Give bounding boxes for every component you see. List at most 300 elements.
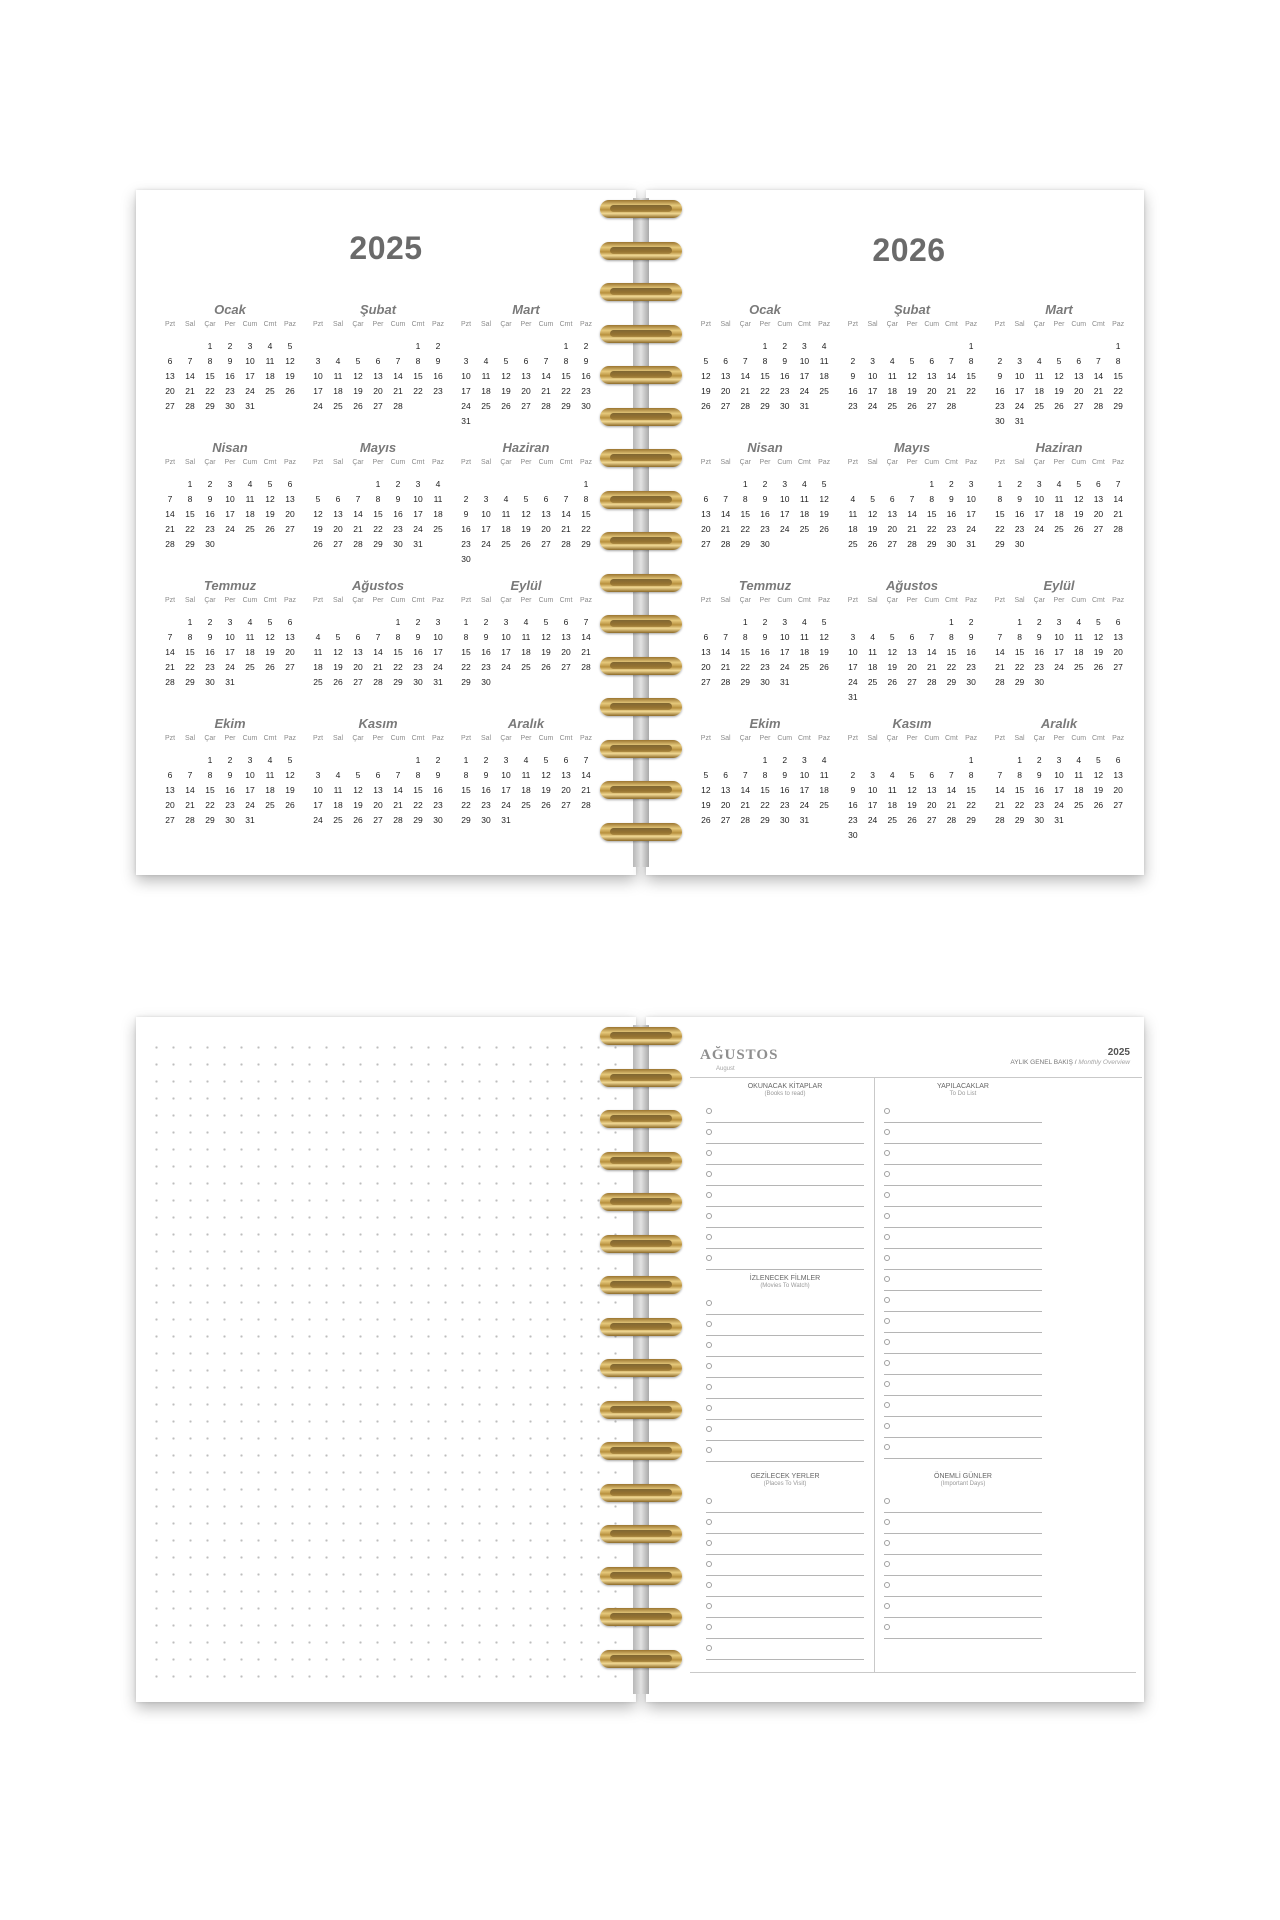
day-cell: 15 <box>205 371 215 381</box>
week-row <box>308 354 448 369</box>
week-row <box>160 492 300 507</box>
day-cell: 26 <box>1093 800 1104 810</box>
day-cell: 28 <box>581 662 591 672</box>
day-cell: 2 <box>968 617 974 627</box>
day-cell: 26 <box>907 401 917 411</box>
list-line <box>706 1228 864 1249</box>
day-cell: 23 <box>995 401 1005 411</box>
month-name: Ağustos <box>352 578 404 593</box>
day-cell: 13 <box>701 647 711 657</box>
month-calendar <box>696 440 834 578</box>
day-cell: 21 <box>995 662 1005 672</box>
week-row <box>843 783 981 798</box>
day-cell: 24 <box>313 401 323 411</box>
week-row <box>990 507 1128 522</box>
day-cell: 14 <box>393 371 403 381</box>
day-cell <box>368 339 388 354</box>
dot-grid <box>148 1039 624 1679</box>
day-cell: 23 <box>1014 524 1025 534</box>
day-cell: 31 <box>848 692 858 702</box>
day-cell: 27 <box>373 815 383 825</box>
day-cell: 8 <box>415 356 421 366</box>
weekday-label: Cmt <box>559 597 573 604</box>
day-cell: 2 <box>850 356 856 366</box>
weekday-label: Cmt <box>411 459 425 466</box>
weekday-header <box>696 732 834 745</box>
circle-bullet-icon <box>884 1561 890 1567</box>
spiral-ring <box>600 615 682 633</box>
weekday-label: Pzt <box>994 321 1005 328</box>
day-cell: 14 <box>165 509 175 519</box>
day-cell: 26 <box>333 677 343 687</box>
day-cell: 29 <box>740 539 751 549</box>
month-name: Temmuz <box>203 578 257 593</box>
day-cell: 9 <box>583 356 589 366</box>
day-cell: 31 <box>1014 416 1025 426</box>
weekday-label: Pzt <box>847 597 858 604</box>
month-calendar <box>843 440 981 578</box>
day-cell: 30 <box>995 416 1005 426</box>
day-cell: 1 <box>415 341 421 351</box>
day-cell: 8 <box>929 494 935 504</box>
month-calendar <box>456 302 596 440</box>
week-row <box>843 660 981 675</box>
circle-bullet-icon <box>706 1540 712 1546</box>
weekday-label: Sal <box>480 597 492 604</box>
day-cell: 2 <box>1036 755 1042 765</box>
day-cell: 17 <box>245 785 255 795</box>
day-cell: 17 <box>1054 647 1064 657</box>
day-cell: 17 <box>867 386 878 396</box>
day-cell: 17 <box>1014 386 1025 396</box>
day-cell <box>863 339 883 354</box>
week-row <box>308 477 448 492</box>
day-cell: 4 <box>1056 479 1062 489</box>
week-row <box>160 660 300 675</box>
day-cell: 24 <box>501 800 511 810</box>
day-cell: 16 <box>481 647 491 657</box>
day-cell: 27 <box>1113 662 1123 672</box>
week-row <box>843 507 981 522</box>
weekday-label: Pzt <box>164 735 176 742</box>
weekday-label: Çar <box>500 459 512 466</box>
day-cell: 2 <box>483 617 489 627</box>
weekday-label: Sal <box>184 459 196 466</box>
day-cell: 12 <box>907 371 917 381</box>
day-cell: 23 <box>1034 800 1045 810</box>
list-line <box>884 1597 1042 1618</box>
day-cell: 12 <box>501 371 511 381</box>
day-cell <box>516 813 536 828</box>
day-cell: 24 <box>1054 662 1064 672</box>
week-row <box>308 768 448 783</box>
weekday-label: Cmt <box>263 321 277 328</box>
weekday-label: Per <box>1053 735 1065 742</box>
month-name: Ekim <box>749 716 781 731</box>
day-cell: 10 <box>1054 632 1064 642</box>
day-cell: 5 <box>287 341 293 351</box>
day-cell: 11 <box>265 356 275 366</box>
day-cell: 16 <box>760 647 770 657</box>
day-cell: 12 <box>353 371 363 381</box>
weekday-label: Çar <box>204 735 216 742</box>
day-cell: 13 <box>333 509 343 519</box>
day-cell: 15 <box>205 785 215 795</box>
weekday-label: Pzt <box>164 597 176 604</box>
day-cell: 30 <box>581 401 591 411</box>
day-cell: 3 <box>463 356 469 366</box>
day-cell <box>961 399 981 414</box>
day-cell <box>863 477 883 492</box>
month-calendar <box>456 716 596 854</box>
day-cell: 8 <box>762 356 768 366</box>
day-cell: 12 <box>701 785 711 795</box>
day-cell: 13 <box>285 494 295 504</box>
day-cell: 2 <box>1036 617 1042 627</box>
day-cell: 29 <box>581 539 591 549</box>
day-cell: 24 <box>779 524 790 534</box>
week-row <box>456 552 596 567</box>
divider <box>874 1077 875 1672</box>
day-cell: 9 <box>415 632 421 642</box>
week-row <box>843 753 981 768</box>
weekday-label: Çar <box>739 459 751 466</box>
day-cell: 10 <box>501 770 511 780</box>
day-cell: 2 <box>782 755 788 765</box>
day-cell: 29 <box>461 677 471 687</box>
spiral-binding <box>624 1017 658 1702</box>
day-cell: 26 <box>887 677 898 687</box>
week-row <box>843 690 981 705</box>
day-cell <box>795 537 815 552</box>
day-cell: 4 <box>889 356 895 366</box>
day-cell: 14 <box>185 371 195 381</box>
day-cell <box>1108 813 1128 828</box>
day-cell: 12 <box>1093 632 1104 642</box>
day-cell: 1 <box>187 617 193 627</box>
weekday-label: Sal <box>867 321 878 328</box>
weekday-header <box>696 318 834 331</box>
day-cell: 24 <box>245 386 255 396</box>
day-cell: 20 <box>926 800 937 810</box>
week-row <box>456 798 596 813</box>
day-cell: 19 <box>541 785 551 795</box>
week-row <box>696 813 834 828</box>
day-cell: 27 <box>720 815 731 825</box>
day-cell <box>348 753 368 768</box>
day-cell <box>696 339 716 354</box>
circle-bullet-icon <box>884 1276 890 1282</box>
spiral-ring <box>600 698 682 716</box>
spiral-ring <box>600 491 682 509</box>
day-cell: 9 <box>782 356 788 366</box>
section-title: GEZİLECEK YERLER <box>750 1473 820 1480</box>
day-cell: 5 <box>870 494 875 504</box>
spiral-ring <box>600 1235 682 1253</box>
day-cell: 9 <box>997 371 1003 381</box>
day-cell: 13 <box>1113 770 1123 780</box>
weekday-label: Çar <box>204 321 216 328</box>
day-cell: 18 <box>245 509 255 519</box>
day-cell: 3 <box>870 356 875 366</box>
day-cell <box>863 615 883 630</box>
weekday-label: Paz <box>965 321 978 328</box>
day-cell: 18 <box>887 800 898 810</box>
day-cell <box>368 615 388 630</box>
circle-bullet-icon <box>706 1405 712 1411</box>
day-cell: 25 <box>819 800 829 810</box>
day-cell: 3 <box>850 632 856 642</box>
week-row <box>990 354 1128 369</box>
month-name: Mart <box>512 302 540 317</box>
day-cell: 24 <box>966 524 976 534</box>
day-cell: 12 <box>907 785 917 795</box>
day-cell: 24 <box>779 662 790 672</box>
day-cell: 3 <box>315 770 321 780</box>
weekday-label: Paz <box>965 597 978 604</box>
day-cell: 7 <box>583 755 589 765</box>
day-cell: 7 <box>723 494 728 504</box>
day-cell: 10 <box>245 770 255 780</box>
day-cell: 1 <box>1017 755 1022 765</box>
week-row <box>843 399 981 414</box>
day-cell <box>496 675 516 690</box>
day-cell: 31 <box>461 416 471 426</box>
day-cell: 16 <box>581 371 591 381</box>
day-cell: 14 <box>946 785 957 795</box>
month-name: Kasım <box>358 716 398 731</box>
circle-bullet-icon <box>884 1171 890 1177</box>
weekday-label: Cum <box>242 459 258 466</box>
week-row <box>456 414 596 429</box>
day-cell: 30 <box>461 554 471 564</box>
day-cell: 26 <box>1054 401 1064 411</box>
day-cell: 10 <box>1054 770 1064 780</box>
weekday-label: Pzt <box>700 735 711 742</box>
day-cell: 4 <box>1076 617 1082 627</box>
day-cell: 29 <box>461 815 471 825</box>
day-cell: 30 <box>225 401 235 411</box>
day-cell: 23 <box>779 386 790 396</box>
month-calendar <box>990 302 1128 440</box>
week-row <box>696 522 834 537</box>
day-cell: 31 <box>966 539 976 549</box>
week-row <box>456 768 596 783</box>
day-cell <box>516 477 536 492</box>
spiral-ring <box>600 740 682 758</box>
list-line <box>706 1534 864 1555</box>
list-line <box>706 1420 864 1441</box>
month-name: Şubat <box>359 302 397 317</box>
day-cell: 13 <box>373 371 383 381</box>
day-cell <box>1108 414 1128 429</box>
weekday-label: Cmt <box>1092 321 1105 328</box>
week-row <box>308 399 448 414</box>
day-cell: 13 <box>907 647 917 657</box>
day-cell: 10 <box>225 632 235 642</box>
day-cell: 23 <box>225 386 235 396</box>
week-row <box>160 645 300 660</box>
week-row <box>456 492 596 507</box>
weekday-label: Per <box>906 597 918 604</box>
overview-year: 2025 <box>1107 1047 1130 1058</box>
day-cell: 12 <box>285 356 295 366</box>
day-cell: 29 <box>1113 401 1123 411</box>
weekday-label: Per <box>224 459 236 466</box>
day-cell: 10 <box>966 494 976 504</box>
day-cell: 28 <box>1113 524 1123 534</box>
spiral-ring <box>600 574 682 592</box>
day-cell <box>496 414 516 429</box>
weekday-label: Paz <box>579 597 593 604</box>
month-name: Ocak <box>214 302 246 317</box>
day-cell: 11 <box>333 785 343 795</box>
day-cell: 31 <box>245 401 255 411</box>
day-cell: 3 <box>782 479 788 489</box>
day-cell: 22 <box>581 524 591 534</box>
day-cell: 31 <box>1054 815 1064 825</box>
weekday-label: Paz <box>1112 597 1125 604</box>
day-cell: 17 <box>799 785 810 795</box>
day-cell <box>308 477 328 492</box>
weekday-label: Paz <box>965 459 978 466</box>
list-line <box>706 1144 864 1165</box>
day-cell: 21 <box>185 386 195 396</box>
week-row <box>843 339 981 354</box>
day-cell: 20 <box>1093 509 1104 519</box>
day-cell: 19 <box>353 386 363 396</box>
day-cell: 6 <box>355 632 361 642</box>
weekday-label: Pzt <box>460 459 472 466</box>
week-row <box>308 492 448 507</box>
day-cell: 9 <box>483 770 489 780</box>
weekday-label: Sal <box>332 321 344 328</box>
month-name: Kasım <box>892 716 932 731</box>
day-cell: 4 <box>1036 356 1042 366</box>
list-line <box>706 1618 864 1639</box>
month-name: Ekim <box>214 716 246 731</box>
day-cell: 27 <box>541 539 551 549</box>
day-cell: 19 <box>353 800 363 810</box>
day-cell: 27 <box>285 524 295 534</box>
day-cell: 24 <box>867 401 878 411</box>
weekday-label: Paz <box>579 459 593 466</box>
day-cell: 5 <box>1076 479 1082 489</box>
day-cell <box>220 537 240 552</box>
day-cell: 15 <box>185 647 195 657</box>
day-cell <box>1069 537 1089 552</box>
week-row <box>456 630 596 645</box>
day-cell: 13 <box>373 785 383 795</box>
day-cell: 16 <box>433 371 443 381</box>
week-row <box>843 354 981 369</box>
day-cell: 11 <box>1054 494 1064 504</box>
day-cell: 14 <box>946 371 957 381</box>
week-row <box>160 768 300 783</box>
list-line <box>884 1291 1042 1312</box>
day-cell: 20 <box>720 800 731 810</box>
day-cell: 23 <box>481 662 491 672</box>
day-cell: 15 <box>561 371 571 381</box>
day-cell: 6 <box>723 770 728 780</box>
circle-bullet-icon <box>706 1447 712 1453</box>
day-cell: 5 <box>543 617 549 627</box>
circle-bullet-icon <box>884 1444 890 1450</box>
day-cell <box>1089 813 1109 828</box>
day-cell: 3 <box>435 617 441 627</box>
movies-section <box>706 1275 864 1462</box>
weekday-label: Çar <box>1033 597 1045 604</box>
day-cell: 19 <box>907 386 917 396</box>
day-cell: 25 <box>1073 662 1084 672</box>
day-cell: 8 <box>463 770 469 780</box>
weekday-label: Çar <box>739 321 751 328</box>
day-cell <box>1010 339 1030 354</box>
week-row <box>308 630 448 645</box>
month-calendar <box>308 716 448 854</box>
day-cell: 26 <box>867 539 878 549</box>
day-cell: 13 <box>165 371 175 381</box>
day-cell: 18 <box>1073 785 1084 795</box>
day-cell: 25 <box>799 524 810 534</box>
day-cell: 28 <box>740 401 751 411</box>
day-cell: 30 <box>946 539 957 549</box>
day-cell: 22 <box>393 662 403 672</box>
day-cell: 27 <box>521 401 531 411</box>
day-cell: 18 <box>799 509 810 519</box>
day-cell: 25 <box>887 815 898 825</box>
weekday-header <box>308 594 448 607</box>
day-cell: 20 <box>541 524 551 534</box>
day-cell <box>576 552 596 567</box>
circle-bullet-icon <box>884 1624 890 1630</box>
day-cell <box>516 552 536 567</box>
day-cell: 3 <box>802 755 807 765</box>
day-cell: 20 <box>887 524 898 534</box>
day-cell: 21 <box>561 524 571 534</box>
week-row <box>843 768 981 783</box>
day-cell: 16 <box>995 386 1005 396</box>
day-cell: 3 <box>315 356 321 366</box>
day-cell <box>496 477 516 492</box>
day-cell: 26 <box>313 539 323 549</box>
day-cell: 26 <box>353 815 363 825</box>
circle-bullet-icon <box>706 1363 712 1369</box>
day-cell: 30 <box>760 539 770 549</box>
day-cell: 30 <box>848 830 858 840</box>
spiral-ring <box>600 1276 682 1294</box>
day-cell: 3 <box>247 755 253 765</box>
list-line <box>884 1102 1042 1123</box>
day-cell: 13 <box>521 371 531 381</box>
weekday-label: Cum <box>777 321 793 328</box>
day-cell: 25 <box>521 662 531 672</box>
month-name: Nisan <box>747 440 783 455</box>
day-cell: 25 <box>481 401 491 411</box>
weekday-label: Per <box>520 597 532 604</box>
day-cell: 22 <box>461 662 471 672</box>
weekday-label: Paz <box>579 735 593 742</box>
weekday-label: Paz <box>431 321 445 328</box>
day-cell: 18 <box>867 662 878 672</box>
day-cell: 4 <box>850 494 856 504</box>
day-cell: 10 <box>313 371 323 381</box>
day-cell <box>476 339 496 354</box>
day-cell: 31 <box>225 677 235 687</box>
day-cell <box>696 615 716 630</box>
month-name: Şubat <box>893 302 931 317</box>
day-cell: 11 <box>848 509 858 519</box>
